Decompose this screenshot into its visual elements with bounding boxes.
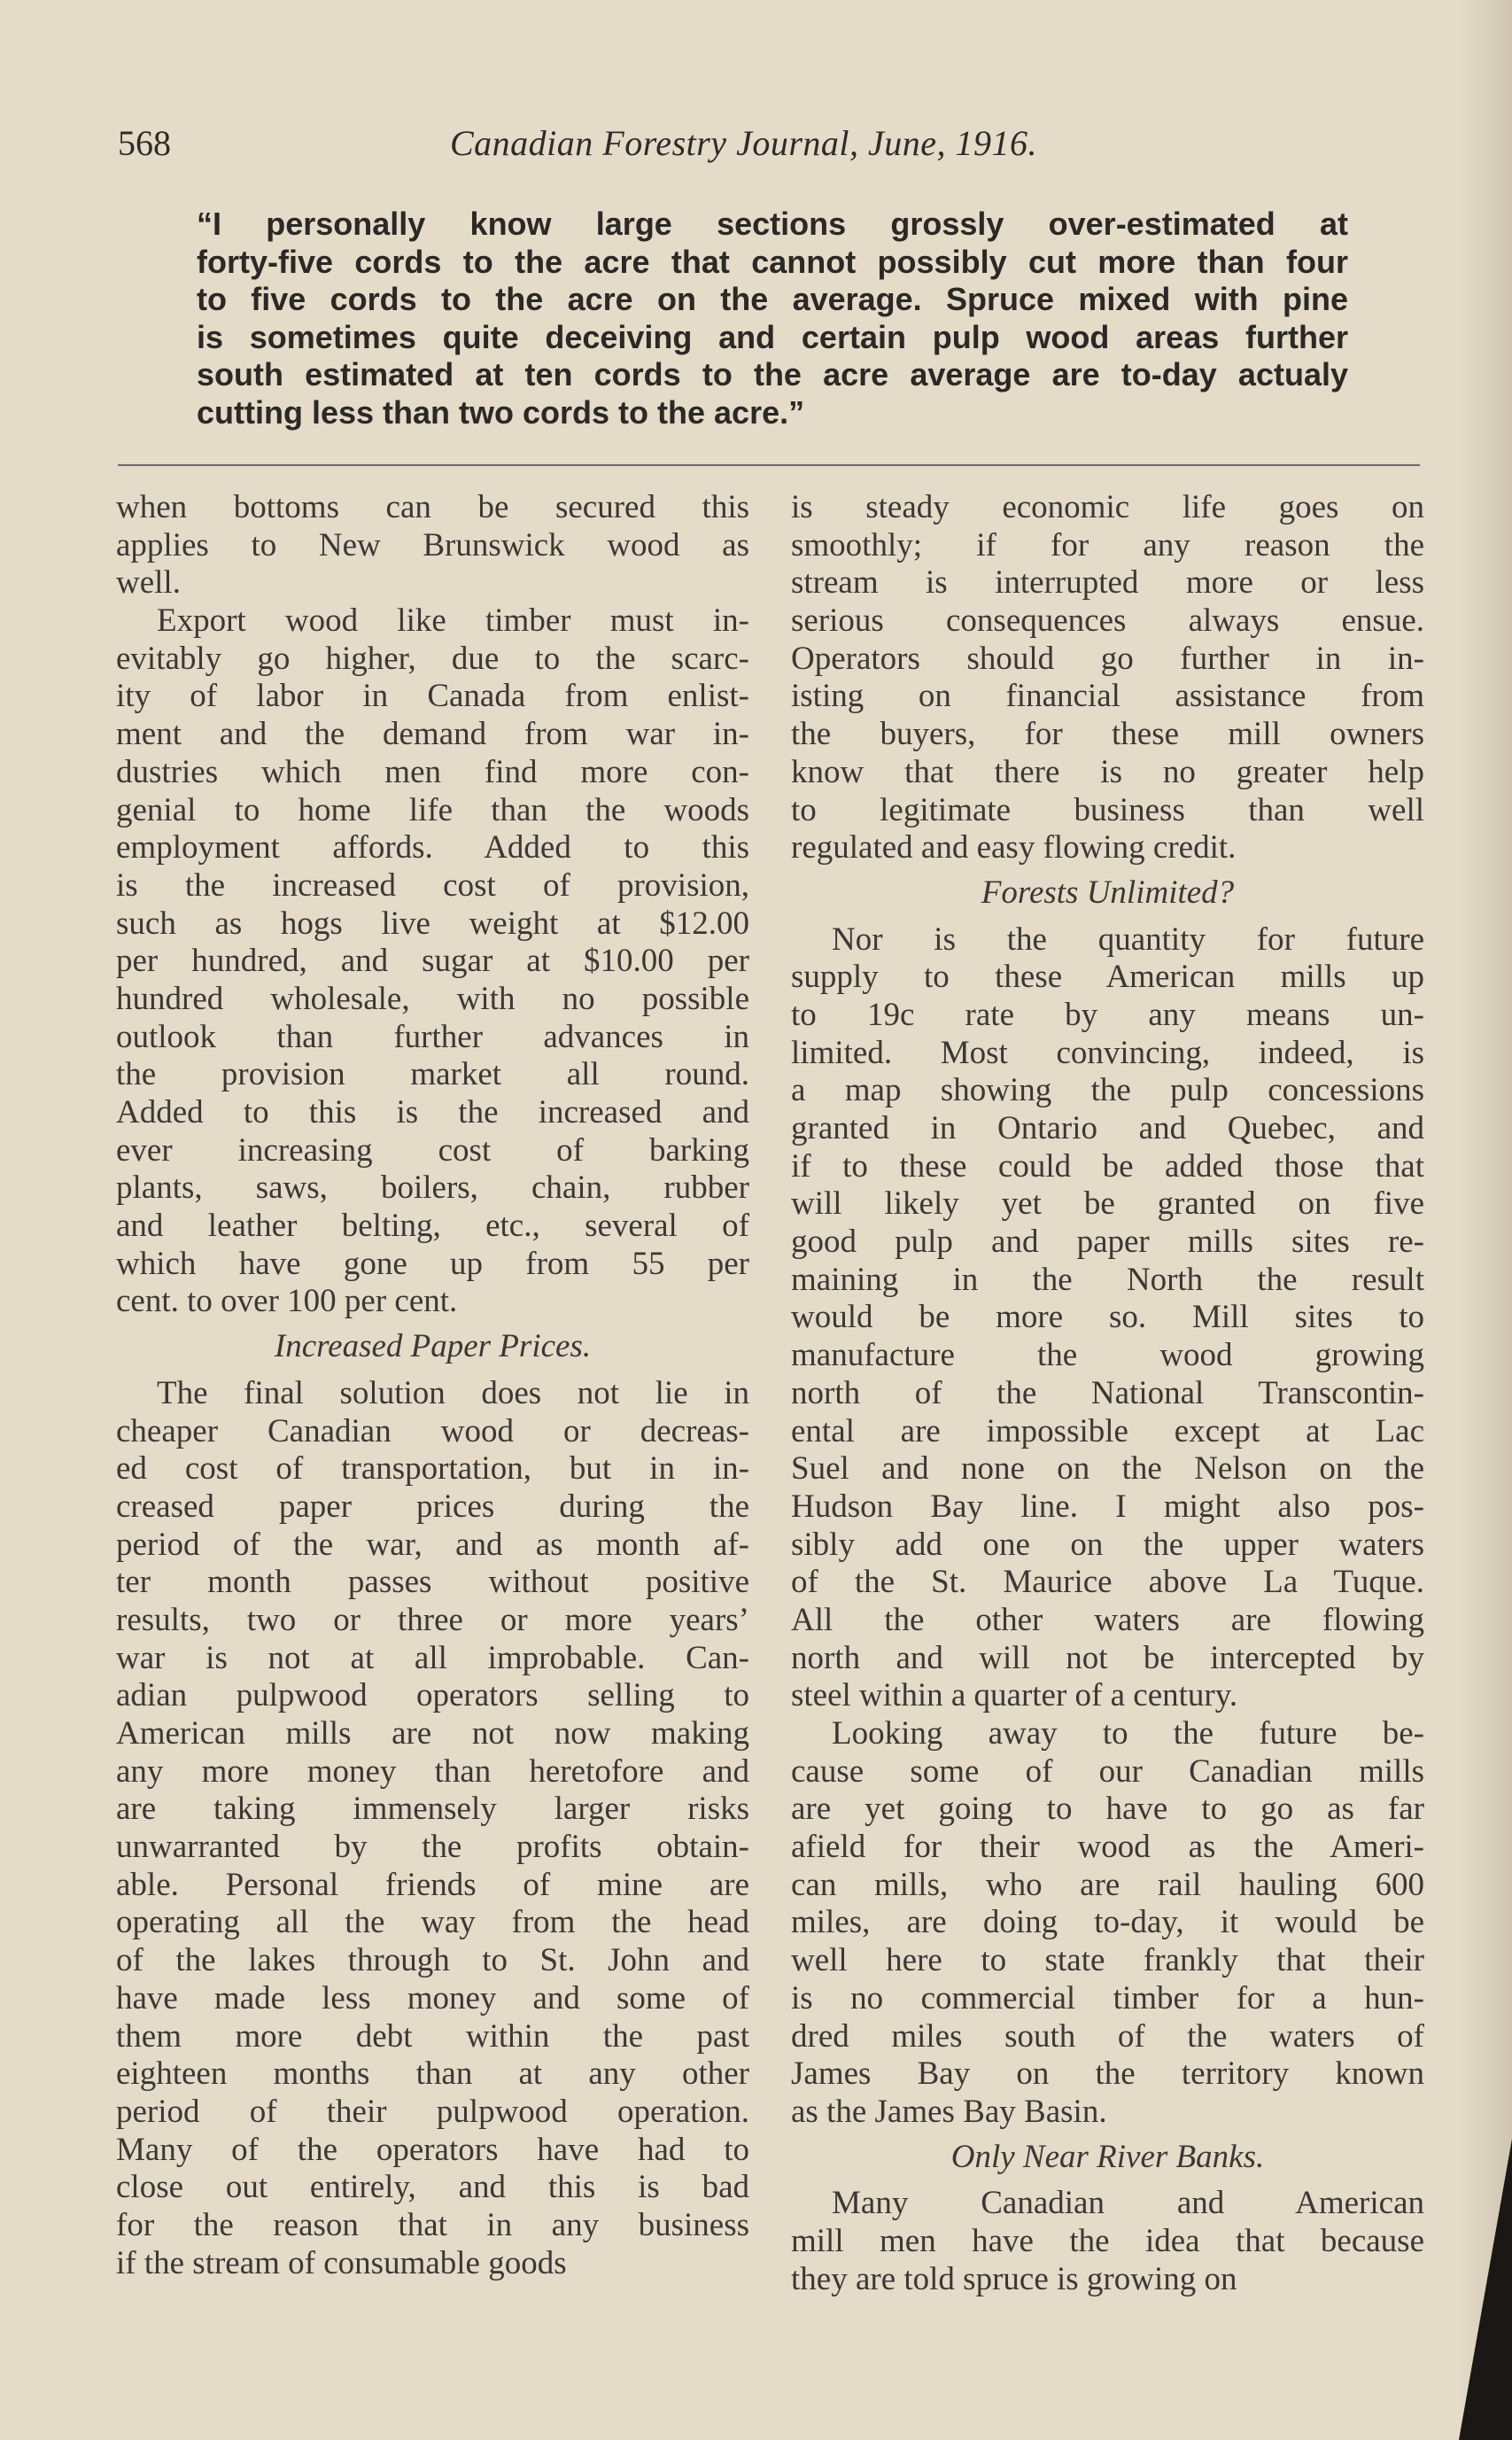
paragraph-line: Hudson Bay line. I might also pos- <box>791 1488 1424 1525</box>
paragraph-line: any more money than heretofore and <box>116 1752 749 1790</box>
paragraph-line: genial to home life than the woods <box>116 791 749 828</box>
paragraph-line: the buyers, for these mill owners <box>791 716 1424 753</box>
paragraph-line: creased paper prices during the <box>116 1488 749 1525</box>
paragraph-line: cheaper Canadian wood or decreas- <box>116 1412 749 1449</box>
paragraph-line: steel within a quarter of a century. <box>791 1677 1238 1714</box>
paragraph-line: plants, saws, boilers, chain, rubber <box>116 1169 749 1207</box>
page-header <box>118 122 1411 175</box>
page-number: 568 <box>118 123 171 163</box>
paragraph-line: Many of the operators have had to <box>116 2131 749 2168</box>
paragraph-line: evitably go higher, due to the scarc- <box>116 640 749 677</box>
page-edge-shadow <box>1459 0 1512 2440</box>
paragraph-line: able. Personal friends of mine are <box>116 1866 749 1903</box>
paragraph-line: ever increasing cost of barking <box>116 1131 749 1169</box>
quote-line: “I personally know large sections grossly over-estimated at <box>197 206 1348 242</box>
paragraph-line: isting on financial assistance from <box>791 678 1424 715</box>
page-corner-shadow <box>1459 2139 1512 2440</box>
paragraph-line: Many Canadian and American <box>832 2185 1424 2222</box>
paragraph-line: dustries which men find more con- <box>116 753 749 790</box>
paragraph-line: which have gone up from 55 per <box>116 1245 749 1282</box>
paragraph-line: know that there is no greater help <box>791 753 1424 790</box>
paragraph-line: are taking immensely larger risks <box>116 1791 749 1828</box>
paragraph-line: and leather belting, etc., several of <box>116 1208 749 1245</box>
paragraph-line: hundred wholesale, with no possible <box>116 980 749 1017</box>
paragraph-line: north and will not be intercepted by <box>791 1639 1424 1676</box>
paragraph-line: outlook than further advances in <box>116 1018 749 1055</box>
paragraph-line: close out entirely, and this is bad <box>116 2169 749 2206</box>
paragraph-line: Nor is the quantity for future <box>832 921 1424 958</box>
paragraph-line: Added to this is the increased and <box>116 1094 749 1131</box>
paragraph-line: American mills are not now making <box>116 1715 749 1752</box>
paragraph-line: to 19c rate by any means un- <box>791 996 1424 1033</box>
paragraph-line: Looking away to the future be- <box>832 1715 1424 1752</box>
paragraph-line: The final solution does not lie in <box>157 1374 749 1411</box>
right-column <box>791 489 1424 2298</box>
paragraph-line: manufacture the wood growing <box>791 1337 1424 1374</box>
paragraph-line: ed cost of transportation, but in in- <box>116 1450 749 1488</box>
paragraph-line: mill men have the idea that because <box>791 2222 1424 2259</box>
paragraph-line: unwarranted by the profits obtain- <box>116 1829 749 1866</box>
paragraph-line: is the increased cost of provision, <box>116 866 749 904</box>
section-subheading: Only Near River Banks. <box>950 2138 1265 2175</box>
paragraph-line: ity of labor in Canada from enlist- <box>116 678 749 715</box>
paragraph-line: ental are impossible except at Lac <box>791 1412 1424 1449</box>
paragraph-line: ter month passes without positive <box>116 1564 749 1601</box>
paragraph-line: well here to state frankly that their <box>791 1942 1424 1979</box>
paragraph-line: them more debt within the past <box>116 2017 749 2055</box>
paragraph-line: limited. Most convincing, indeed, is <box>791 1034 1424 1071</box>
paragraph-line: war is not at all improbable. Can- <box>116 1639 749 1676</box>
left-column <box>116 489 749 2282</box>
paragraph-line: of the St. Maurice above La Tuque. <box>791 1564 1424 1601</box>
quote-line: forty-five cords to the acre that cannot possibly cut more than four <box>197 243 1348 280</box>
paragraph-line: ment and the demand from war in- <box>116 716 749 753</box>
paragraph-line: Export wood like timber must in- <box>157 602 749 640</box>
paragraph-line: to legitimate business than well <box>791 791 1424 828</box>
paragraph-line: can mills, who are rail hauling 600 <box>791 1866 1424 1903</box>
paragraph-line: is no commercial timber for a hun- <box>791 1979 1424 2016</box>
paragraph-line: sibly add one on the upper waters <box>791 1526 1424 1563</box>
paragraph-line: for the reason that in any business <box>116 2206 749 2243</box>
paragraph-line: All the other waters are flowing <box>791 1601 1424 1638</box>
paragraph-line: they are told spruce is growing on <box>791 2260 1237 2297</box>
paragraph-line: have made less money and some of <box>116 1979 749 2016</box>
paragraph-line: smoothly; if for any reason the <box>791 526 1424 563</box>
paragraph-line: if the stream of consumable goods <box>116 2244 567 2281</box>
paragraph-line: maining in the North the result <box>791 1261 1424 1298</box>
running-title: Canadian Forestry Journal, June, 1916. <box>450 123 1038 163</box>
paragraph-line: eighteen months than at any other <box>116 2055 749 2093</box>
paragraph-line: Suel and none on the Nelson on the <box>791 1450 1424 1488</box>
paragraph-line: the provision market all round. <box>116 1056 749 1093</box>
paragraph-line: supply to these American mills up <box>791 959 1424 996</box>
paragraph-line: applies to New Brunswick wood as <box>116 526 749 563</box>
paragraph-line: would be more so. Mill sites to <box>791 1299 1424 1336</box>
paragraph-line: period of the war, and as month af- <box>116 1526 749 1563</box>
paragraph-line: James Bay on the territory known <box>791 2055 1424 2093</box>
pull-quote <box>197 206 1348 431</box>
paragraph-line: well. <box>116 564 181 602</box>
paragraph-line: miles, are doing to-day, it would be <box>791 1904 1424 1941</box>
paragraph-line: are yet going to have to go as far <box>791 1791 1424 1828</box>
paragraph-line: of the lakes through to St. John and <box>116 1942 749 1979</box>
paragraph-line: good pulp and paper mills sites re- <box>791 1224 1424 1261</box>
paragraph-line: when bottoms can be secured this <box>116 489 749 525</box>
paragraph-line: adian pulpwood operators selling to <box>116 1677 749 1714</box>
quote-line: cutting less than two cords to the acre.” <box>197 393 805 431</box>
quote-line: to five cords to the acre on the average. Spruce mixed with pine <box>197 281 1348 317</box>
paragraph-line: employment affords. Added to this <box>116 829 749 866</box>
paragraph-line: is steady economic life goes on <box>791 489 1424 525</box>
paragraph-line: if to these could be added those that <box>791 1147 1424 1185</box>
paragraph-line: Operators should go further in in- <box>791 640 1424 677</box>
paragraph-line: operating all the way from the head <box>116 1904 749 1941</box>
paragraph-line: will likely yet be granted on five <box>791 1185 1424 1223</box>
quote-line: south estimated at ten cords to the acre average are to-day actualy <box>197 356 1348 392</box>
paragraph-line: serious consequences always ensue. <box>791 602 1424 640</box>
paragraph-line: granted in Ontario and Quebec, and <box>791 1110 1424 1146</box>
paragraph-line: stream is interrupted more or less <box>791 564 1424 602</box>
paragraph-line: such as hogs live weight at $12.00 <box>116 905 749 942</box>
paragraph-line: per hundred, and sugar at $10.00 per <box>116 943 749 980</box>
paragraph-line: regulated and easy flowing credit. <box>791 829 1237 866</box>
paragraph-line: dred miles south of the waters of <box>791 2017 1424 2055</box>
paragraph-line: as the James Bay Basin. <box>791 2093 1107 2130</box>
section-subheading: Increased Paper Prices. <box>274 1328 592 1365</box>
paragraph-line: north of the National Transcontin- <box>791 1374 1424 1411</box>
paragraph-line: cent. to over 100 per cent. <box>116 1283 458 1320</box>
paragraph-line: a map showing the pulp concessions <box>791 1072 1424 1109</box>
section-subheading: Forests Unlimited? <box>981 874 1235 911</box>
paragraph-line: results, two or three or more years’ <box>116 1601 749 1638</box>
paragraph-line: period of their pulpwood operation. <box>116 2093 749 2130</box>
divider-rule <box>118 464 1420 466</box>
quote-line: is sometimes quite deceiving and certain pulp wood areas further <box>197 318 1348 355</box>
paragraph-line: afield for their wood as the Ameri- <box>791 1829 1424 1866</box>
paragraph-line: cause some of our Canadian mills <box>791 1752 1424 1790</box>
